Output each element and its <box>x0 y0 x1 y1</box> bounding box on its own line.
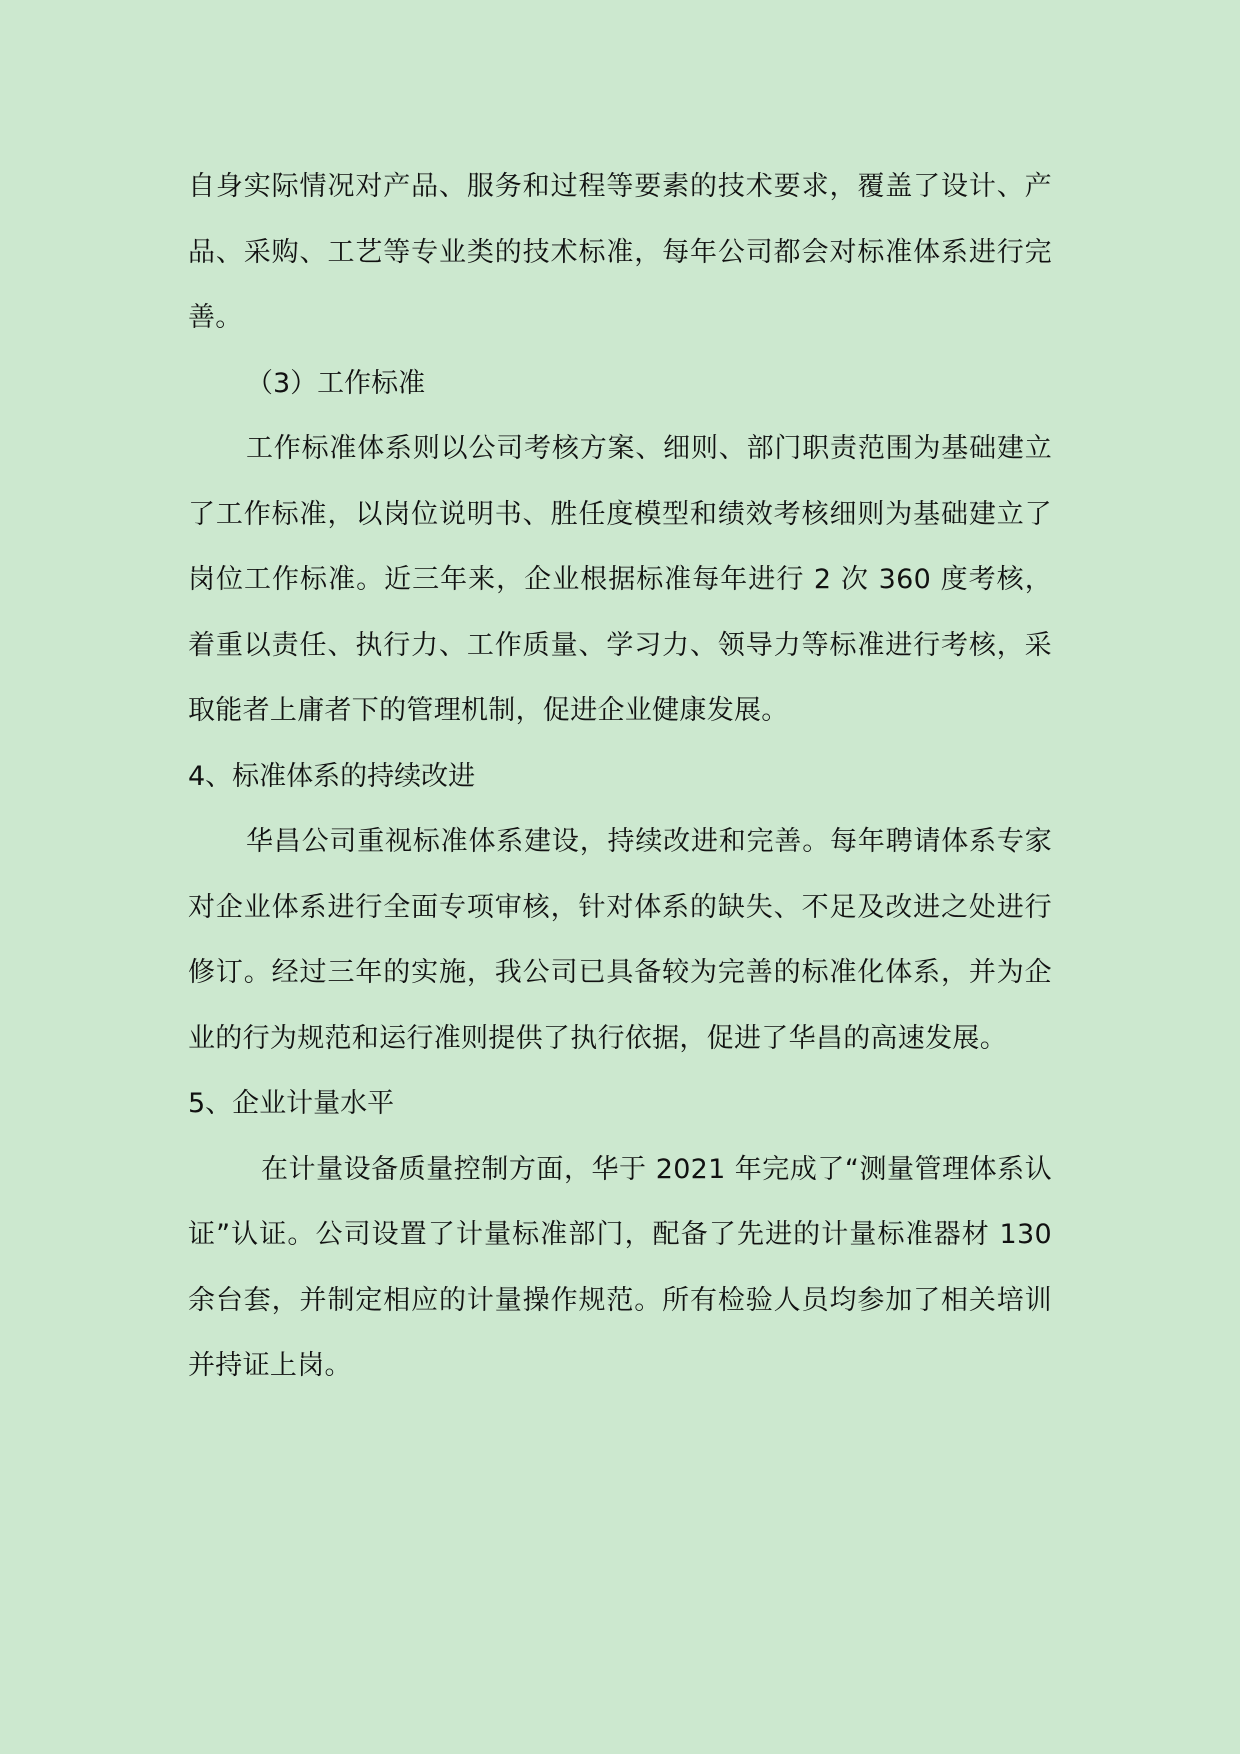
document-body <box>188 154 1052 1399</box>
section-4-paragraph: 华昌公司重视标准体系建设，持续改进和完善。每年聘请体系专家对企业体系进行全面专项审核，针对体系的缺失、不足及改进之处进行修订。经过三年的实施，我公司已具备较为完善的标准化体系，并为企业的行为规范和运行准则提供了执行依据，促进了华昌的高速发展。 <box>188 826 1052 1054</box>
subsection-3-title: （3）工作标准 <box>246 367 426 399</box>
section-5-paragraph: 在计量设备质量控制方面，华于 2021 年完成了“测量管理体系认证”认证。公司设置了计量标准部门，配备了先进的计量标准器材 130 余台套，并制定相应的计量操作规范。所有检验人员均参加了相关培训并持证上岗。 <box>188 1153 1052 1381</box>
continued-paragraph: 自身实际情况对产品、服务和过程等要素的技术要求，覆盖了设计、产品、采购、工艺等专业类的技术标准，每年公司都会对标准体系进行完善。 <box>188 171 1052 333</box>
section-4-title: 4、标准体系的持续改进 <box>188 760 476 792</box>
work-standard-paragraph: 工作标准体系则以公司考核方案、细则、部门职责范围为基础建立了工作标准，以岗位说明书、胜任度模型和绩效考核细则为基础建立了岗位工作标准。近三年来，企业根据标准每年进行 2 次 360 度考核，着重以责任、执行力、工作质量、学习力、领导力等标准进行考核，采取能者上庸者下的管理机制，促进企业健康发展。 <box>188 433 1052 726</box>
section-5-title: 5、企业计量水平 <box>188 1088 395 1119</box>
